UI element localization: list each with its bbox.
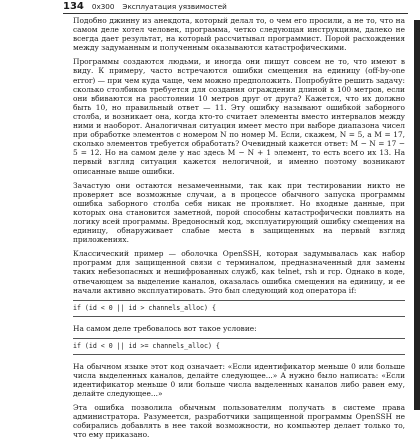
code-block-1: if (id < 0 || id > channels_alloc) { xyxy=(73,300,405,317)
code-block-2: if (id < 0 || id >= channels_alloc) { xyxy=(73,338,405,355)
paragraph-2: Программы создаются людьми, и иногда они пишут совсем не то, что имеют в виду. К примеру, часто встречаются ошибки смещения на единицу (off-by-one error) — при чем куда чаще, чем можно предположить. Попробуйте решить задачу: сколько столбиков требуется для создания ограждения длиной в 100 метров, если они вбиваются на расстоянии 10 метров друг от друга? Кажется, что их должно быть 10, но правильный ответ — 11. Эту ошибку называют ошибкой заборного столба, и возникает она, когда кто-то считает элементы вместо интервалов между ними и наоборот. Аналогичная ситуация имеет место при выборе диапазона чисел при обработке элементов с номером N по номер M. Если, скажем, N = 5, а M = 17, сколько элементов требуется обработать? Очевидный кажется ответ: M − N = 17 − 5 = 12. Но на самом деле у нас здесь M − N + 1 элемент, то есть всего их 13. На первый взгляд ситуация кажется нелогичной, и именно поэтому возникают описанные выше ошибки. xyxy=(73,57,405,176)
paragraph-7: Эта ошибка позволила обычным пользователям получать в системе права администратора. Разумеется, разработчики защищенной программы OpenSSH не собирались добавлять в нее такой возможности, но компьютер делает только то, что ему приказано. xyxy=(73,403,405,440)
paragraph-4: Классический пример — оболочка OpenSSH, которая задумывалась как набор программ для защищенной связи с терминалом, предназначенный для замены таких небезопасных и нешифрованных служб, как telnet, rsh и rcp. Однако в коде, отвечающем за выделение каналов, оказалась ошибка смещения на единицу, и ее начали активно эксплуатировать. Это был следующий код оператора if: xyxy=(73,249,405,295)
paragraph-6: На обычном языке этот код означает: «Если идентификатор меньше 0 или больше числа выделенных каналов, делайте следующее...» А нужно было написать: «Если идентификатор меньше 0 или больше числа выделенных каналов либо равен ему, делайте следующее...» xyxy=(73,361,405,399)
header-rule xyxy=(63,13,408,14)
running-header xyxy=(63,0,408,12)
page-body xyxy=(73,16,405,445)
paragraph-3: Зачастую они остаются незамеченными, так как при тестировании никто не проверяет все возможные случаи, а в процессе обычного запуска программы ошибка заборного столба себя никак не проявляет. Но входные данные, при которых она становится заметной, порой способны катастрофически повлиять на логику всей программы. Вредоносный код, эксплуатирующий ошибку смещения на единицу, обнаруживает слабые места в защищенных на первый взгляд приложениях. xyxy=(73,180,405,245)
paragraph-5: На самом деле требовалось вот такое условие: xyxy=(73,323,257,333)
paragraph-1: Подобно джинну из анекдота, который делал то, о чем его просили, а не то, что на самом деле хотел человек, программа, четко следующая инструкциям, далеко не всегда дает результат, на который рассчитывал программист. Порой расхождения между задуманным и полученным оказываются катастрофическими. xyxy=(73,16,405,53)
thumb-index-bar xyxy=(414,20,420,410)
chapter-label: 0x300 xyxy=(91,1,115,11)
page-number: 134 xyxy=(63,0,84,12)
section-title: Эксплуатация уязвимостей xyxy=(122,1,227,11)
